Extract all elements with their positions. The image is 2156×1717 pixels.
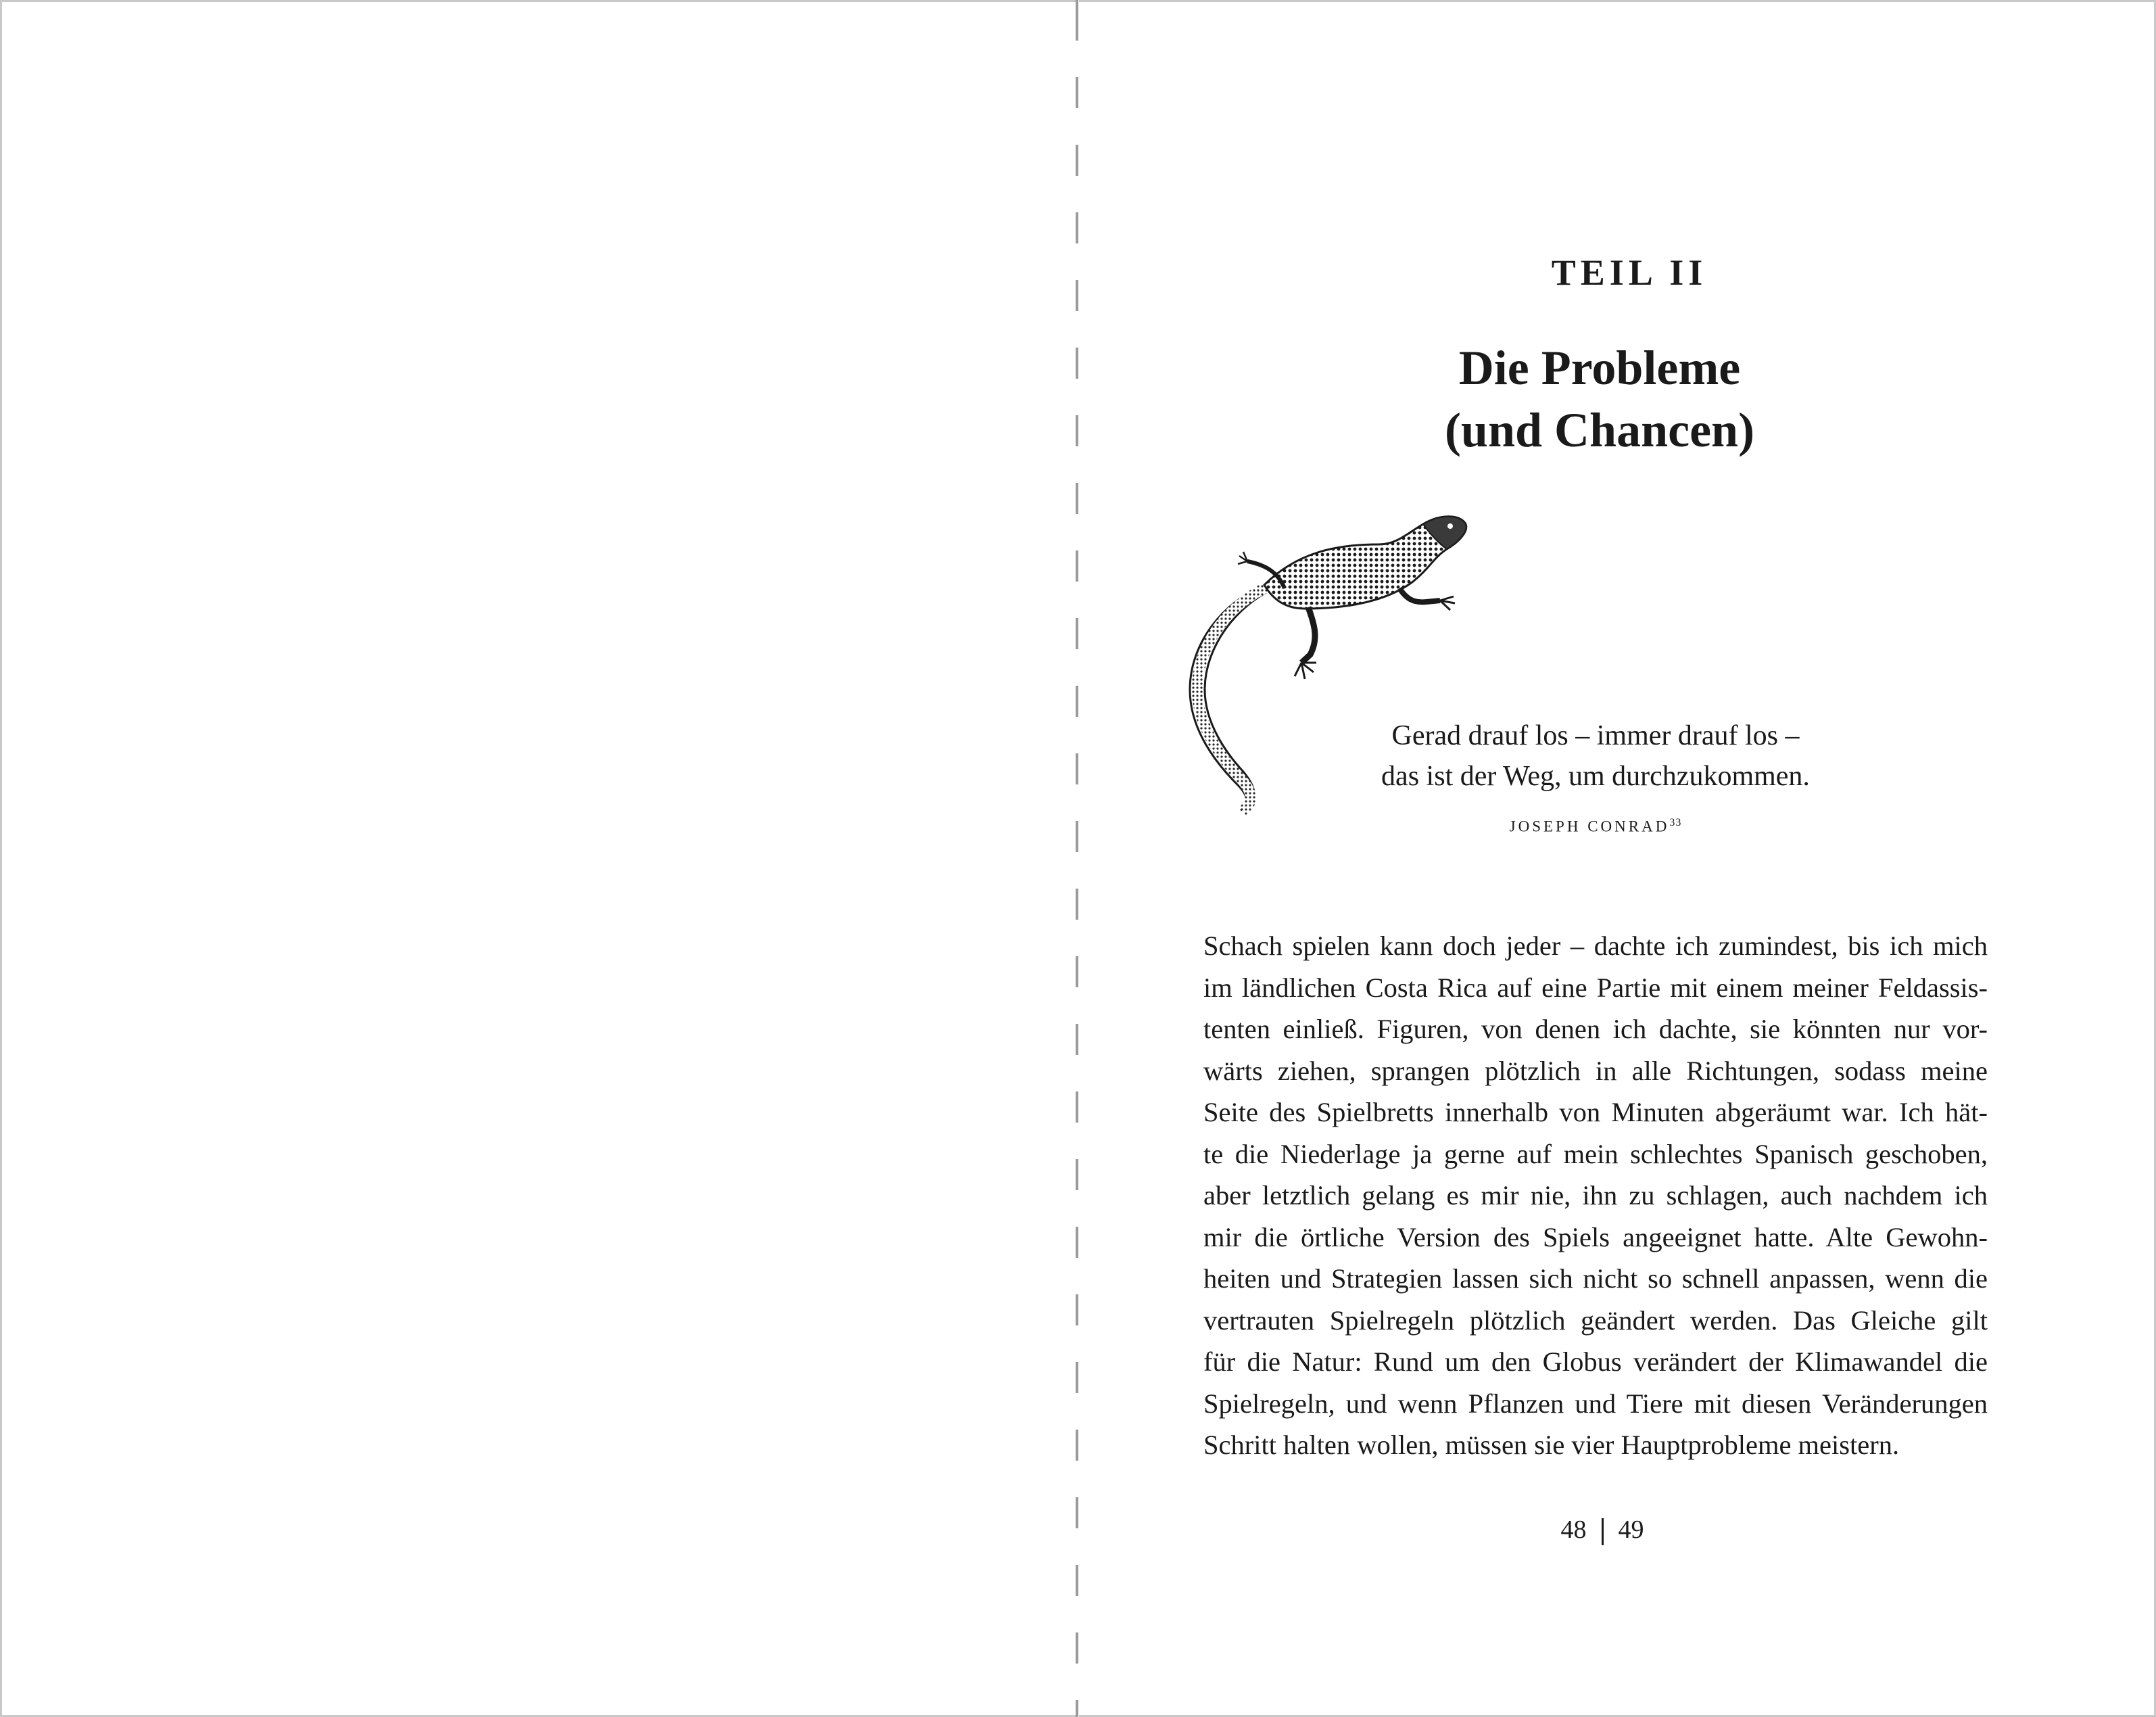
epigraph-line: das ist der Weg, um durchzukommen. (1381, 761, 1810, 792)
page-number-left: 48 (1560, 1515, 1587, 1544)
part-title-line: (und Chancen) (1444, 403, 1755, 457)
part-label: TEIL II (1551, 252, 1708, 293)
body-line: wärts ziehen, sprangen plötzlich in alle Richtungen, sodass meine (1203, 1055, 1988, 1086)
part-title-line: Die Probleme (1458, 341, 1741, 395)
epigraph-author: JOSEPH CONRAD (1509, 818, 1670, 835)
body-line: Schach spielen kann doch jeder – dachte ich zumindest, bis ich mich (1203, 931, 1988, 961)
body-line: im ländlichen Costa Rica auf eine Partie mit einem meiner Feldassis- (1203, 972, 1988, 1003)
body-line: vertrauten Spielregeln plötzlich geändert werden. Das Gleiche gilt (1203, 1304, 1988, 1336)
body-line: tenten einließ. Figuren, von denen ich dachte, sie könnten nur vor- (1203, 1014, 1988, 1044)
epigraph-line: Gerad drauf los – immer drauf los – (1391, 720, 1800, 751)
page-number-right: 49 (1618, 1515, 1644, 1544)
body-line: heiten und Strategien lassen sich nicht so schnell anpassen, wenn die (1203, 1263, 1988, 1294)
body-line: aber letztlich gelang es mir nie, ihn zu schlagen, auch nachdem ich (1203, 1180, 1988, 1210)
body-paragraph (1203, 925, 1988, 1466)
epigraph-attribution (1325, 817, 1866, 836)
epigraph (1325, 715, 1866, 797)
footnote-marker: 33 (1669, 817, 1682, 828)
body-line: mir die örtliche Version des Spiels angeeignet hatte. Alte Gewohn- (1203, 1221, 1988, 1252)
body-line: Spielregeln, und wenn Pflanzen und Tiere mit diesen Veränderungen (1203, 1388, 1988, 1419)
gutter-divider (1076, 0, 1078, 1717)
part-title (1109, 337, 2090, 461)
page-number-separator (1602, 1518, 1604, 1545)
body-line: te die Niederlage ja gerne auf mein schlechtes Spanisch geschoben, (1203, 1138, 1988, 1169)
page-numbers (1487, 1515, 1717, 1545)
body-line: Schritt halten wollen, müssen sie vier Hauptprobleme meistern. (1203, 1430, 1900, 1460)
body-line: für die Natur: Rund um den Globus verändert der Klimawandel die (1203, 1346, 1988, 1377)
body-line: Seite des Spielbretts innerhalb von Minuten abgeräumt war. Ich hät- (1203, 1097, 1988, 1127)
